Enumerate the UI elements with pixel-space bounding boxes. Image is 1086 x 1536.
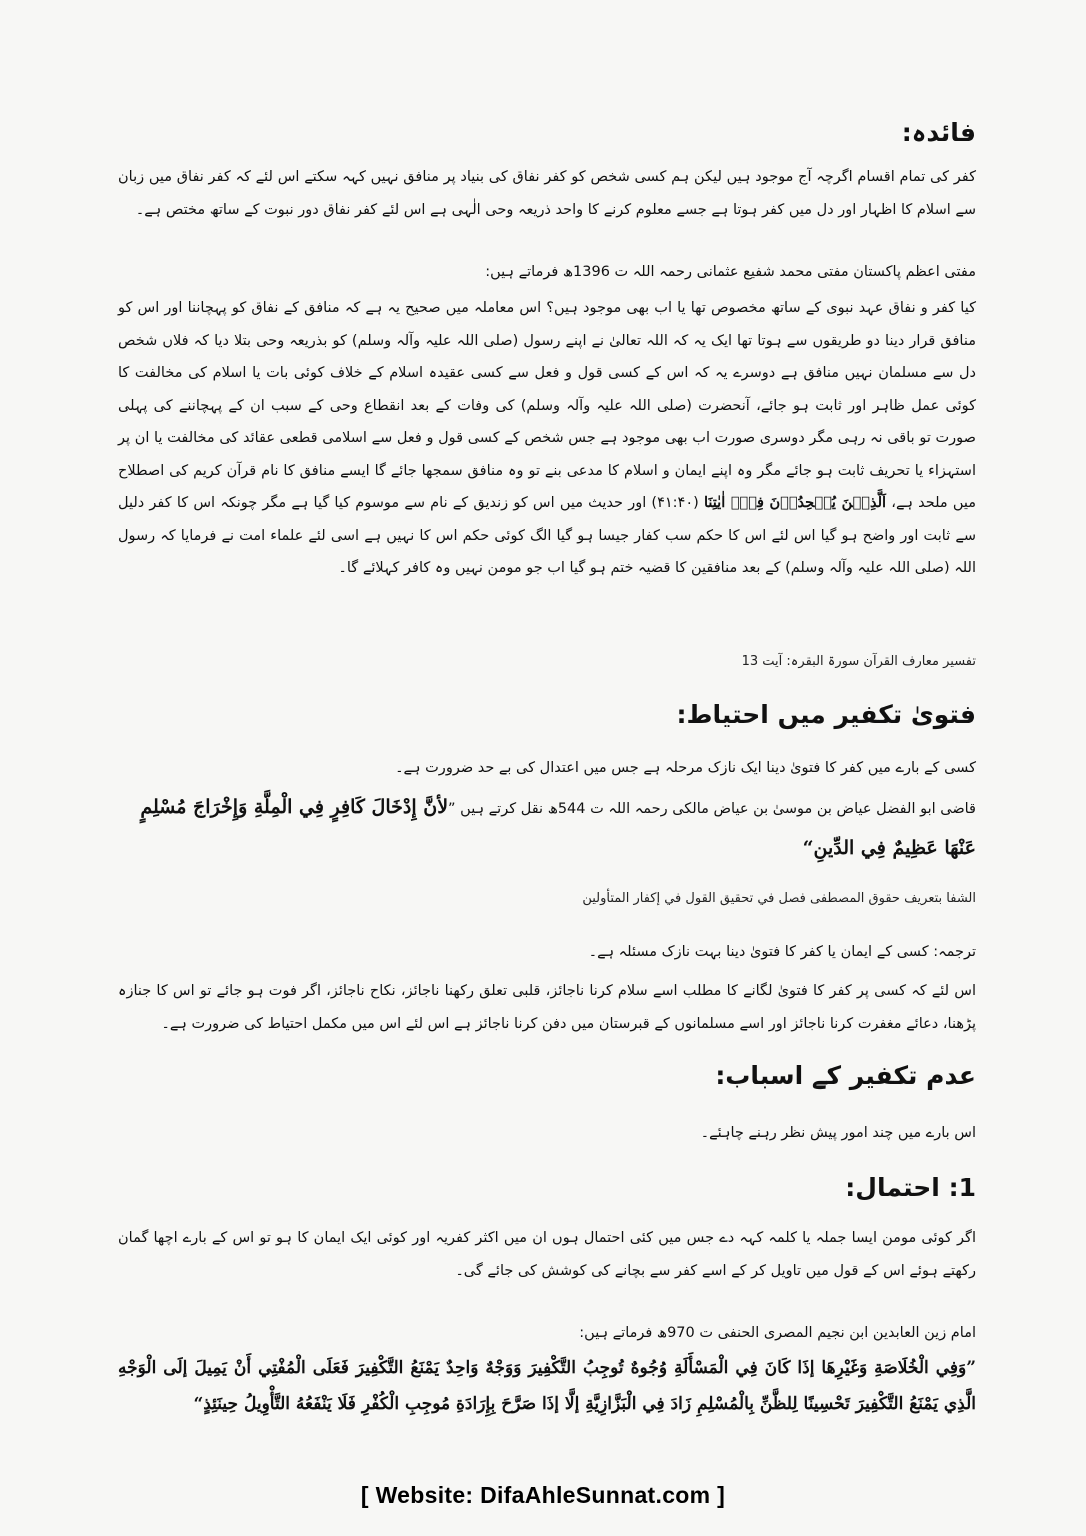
source-citation-maarif: تفسیر معارف القرآن سورۃ البقرہ: آیت 13 xyxy=(741,654,976,669)
website-footer: [ Website: DifaAhleSunnat.com ] xyxy=(360,1482,726,1508)
quran-verse-inline: اَلَّذِیۡنَ یُلۡحِدُوۡنَ فِیۡۤ اٰیٰتِنَا xyxy=(703,494,887,511)
tarjuma-line: ترجمہ: کسی کے ایمان یا کفر کا فتویٰ دینا بہت نازک مسئلہ ہے۔ xyxy=(588,944,976,960)
maarif-quote-part1: کیا کفر و نفاق عہد نبوی کے ساتھ مخصوص تھا یا اب بھی موجود ہیں؟ اس معاملہ میں صحیح یہ ہے کہ منافق کے نفاق کو پہچاننا اور اس کو منافق قرار دینا دو طریقوں سے ہوتا تھا ایک یہ کہ اللہ تعالیٰ نے اپنے رسول (صلی اللہ علیہ وآلہ وسلم) کو بذریعہ وحی بتلا دیا کہ فلاں شخص دل سے مسلمان نہیں منافق ہے دوسرے یہ کہ اس کے کسی قول و فعل سے کسی عقیدہ اسلام کے خلاف کوئی بات یا اسلام کی مخالفت کا کوئی عمل ظاہر اور ثابت ہو جائے، آنحضرت (صلی اللہ علیہ وآلہ وسلم) کی وفات کے بعد انقطاع وحی کے سبب ان کے پہچاننے کی پہلی صورت تو باقی نہ رہی مگر دوسری صورت اب بھی موجود ہے جس شخص کے کسی قول و فعل سے اسلامی قطعی عقائد کی مخالفت یا ان پر استہزاء یا تحریف ثابت ہو جائے مگر وہ اپنے ایمان و اسلام کا مدعی بنے تو وہ منافق سمجھا جائے گا ایسے منافق کا نام قرآن کریم کی اصطلاح میں ملحد ہے، xyxy=(118,300,977,511)
section-heading-faida: فائدہ: xyxy=(901,118,976,147)
maarif-quote-part2: (۴۱:۴۰) اور حدیث میں اس کو زندیق کے نام سے موسوم کیا گیا ہے مگر چونکہ اس کا کفر دلیل سے ثابت اور واضح ہو گیا اس لئے اس کا حکم سب کفار جیسا ہو گیا الگ کوئی حکم اس کا نہیں ہے اسی لئے علماء امت نے فرمایا کہ رسول اللہ (صلی اللہ علیہ وآلہ وسلم) کے بعد منافقین کا قضیہ ختم ہو گیا اب جو مومن نہیں وہ کافر کہلائے گا۔ xyxy=(118,495,976,576)
ibn-nujaym-intro: امام زین العابدین ابن نجیم المصری الحنفی ت 970ھ فرماتے ہیں: xyxy=(579,1325,976,1341)
mufti-shafi-intro: مفتی اعظم پاکستان مفتی محمد شفیع عثمانی رحمہ اللہ ت 1396ھ فرماتے ہیں: xyxy=(485,264,976,280)
qadi-iyad-arabic: لأنَّ إِدْخَالَ كَافِرٍ فِي الْمِلَّةِ وَإِخْرَاجَ مُسْلِمٍ عَنْهَا عَظِيمٌ فِي الدِّينِ xyxy=(140,796,976,859)
ihtiyat-intro-line: کسی کے بارے میں کفر کا فتویٰ دینا ایک نازک مرحلہ ہے جس میں اعتدال کی بے حد ضرورت ہے۔ xyxy=(395,760,976,776)
faida-paragraph: کفر کی تمام اقسام اگرچہ آج موجود ہیں لیکن ہم کسی شخص کو کفر نفاق کی بنیاد پر منافق نہیں کہہ سکتے اس لئے کہ کفر نفاق میں زبان سے اسلام کا اظہار اور دل میں کفر ہوتا ہے جسے معلوم کرنے کا واحد ذریعہ وحی الٰہی ہے اس لئے کفر نفاق دور نبوت کے ساتھ مختص ہے۔ xyxy=(118,169,976,218)
section-heading-ihtiyat: فتویٰ تکفیر میں احتیاط: xyxy=(676,700,976,729)
section-heading-asbab: عدم تکفیر کے اسباب: xyxy=(715,1061,976,1090)
bahr-raiq-arabic-quote: ”وَفِي الْخُلَاصَةِ وَغَيْرِهَا إذَا كَانَ فِي الْمَسْأَلَةِ وُجُوهٌ تُوجِبُ التَّكْفِيرَ وَوَجْهٌ وَاحِدٌ يَمْنَعُ التَّكْفِيرَ فَعَلَى الْمُفْتِي أَنْ يَمِيلَ إلَى الْوَجْهِ الَّذِي يَمْنَعُ التَّكْفِيرَ تَحْسِينًا لِلظَّنِّ بِالْمُسْلِمِ زَادَ فِي الْبَزَّازِيَّةِ إلَّا إذَا صَرَّحَ بِإِرَادَةِ مُوجِبِ الْكُفْرِ فَلَا يَنْفَعُهُ التَّأْوِيلُ حِينَئِذٍ“ xyxy=(118,1358,976,1414)
qadi-iyad-quote xyxy=(118,788,976,870)
asbab-intro-line: اس بارے میں چند امور پیش نظر رہنے چاہئے۔ xyxy=(700,1125,976,1141)
ihtiyat-paragraph: اس لئے کہ کسی پر کفر کا فتویٰ لگانے کا مطلب اسے سلام کرنا ناجائز، قلبی تعلق رکھنا ناجائز، نکاح ناجائز، اگر فوت ہو جائے تو اس کا جنازہ پڑھنا، دعائے مغفرت کرنا ناجائز اور اسے مسلمانوں کے قبرستان میں دفن کرنا ناجائز ہے اس لئے اس میں مکمل احتیاط کی ضرورت ہے۔ xyxy=(118,983,976,1032)
section-heading-ihtimal: 1: احتمال: xyxy=(845,1173,976,1202)
source-citation-shifa: الشفا بتعريف حقوق المصطفى فصل في تحقيق القول في إكفار المتأولين xyxy=(582,891,976,906)
qadi-iyad-intro: قاضی ابو الفضل عیاض بن موسیٰ بن عیاض مالکی رحمہ اللہ ت 544ھ نقل کرتے ہیں ” xyxy=(448,801,976,817)
maarif-quote xyxy=(118,292,976,585)
ihtimal-paragraph: اگر کوئی مومن ایسا جملہ یا کلمہ کہہ دے جس میں کئی احتمال ہوں ان میں اکثر کفریہ اور کوئی ایک ایمان کا ہو تو اس کے بارے اچھا گمان رکھتے ہوئے اس کے قول میں تاویل کر کے اسے کفر سے بچانے کی کوشش کی جائے گی۔ xyxy=(118,1230,976,1279)
qadi-iyad-close-quote: “ xyxy=(802,837,814,859)
